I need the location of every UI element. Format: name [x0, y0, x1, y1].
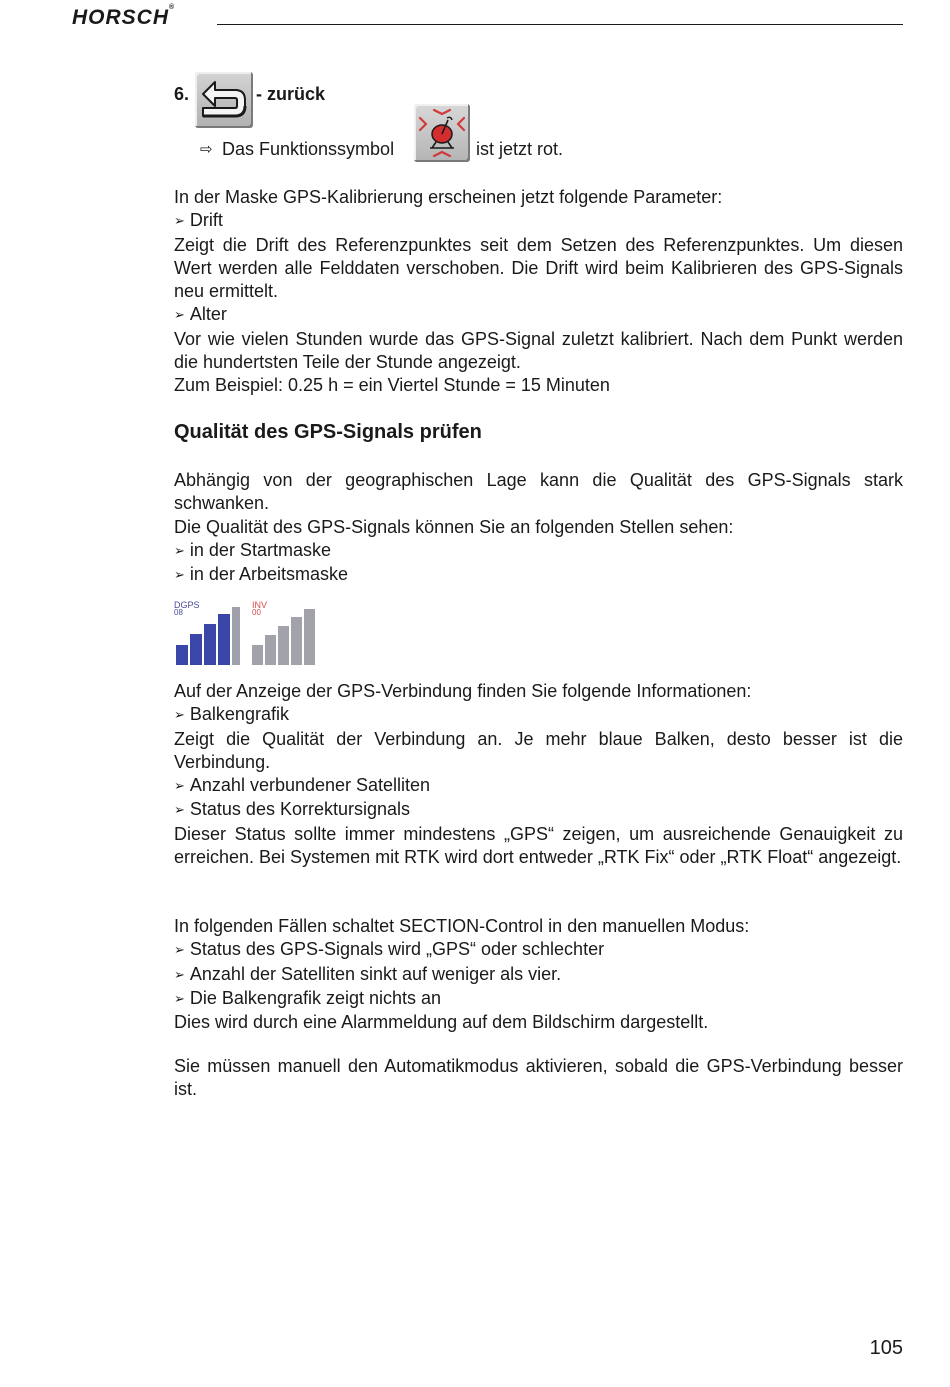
- gps-sats-left: 08: [174, 608, 183, 617]
- gps-sats-right: 00: [252, 608, 261, 617]
- step-label: - zurück: [256, 84, 326, 104]
- calibration-section: [174, 186, 903, 398]
- age-text: Vor wie vielen Stunden wurde das GPS-Signal zuletzt kalibriert. Nach dem Punkt werden die hundertsten Teile der Stunde angezeigt.: [174, 328, 903, 373]
- gps-status-right: INV: [252, 600, 268, 610]
- drift-title: ➢ Drift: [174, 209, 903, 233]
- quality-heading-wrap: [174, 421, 903, 444]
- satellite-title: ➢ Anzahl verbundener Satelliten: [174, 774, 903, 798]
- status-text: Dieser Status sollte immer mindestens „GPS“ zeigen, um ausreichende Genauigkeit zu erreichen. Bei Systemen mit RTK wird dort entweder „RTK Fix“ oder „RTK Float“ angezeigt.: [174, 823, 903, 868]
- bar-title: ➢ Balkengrafik: [174, 703, 903, 727]
- alarm-text: Dies wird durch eine Alarmmeldung auf dem Bildschirm dargestellt.: [174, 1012, 709, 1033]
- closing-text: Sie müssen manuell den Automatikmodus aktivieren, sobald die GPS-Verbindung besser ist.: [174, 1056, 903, 1100]
- header-rule: [217, 24, 903, 25]
- quality-heading: Qualität des GPS-Signals prüfen: [174, 421, 482, 443]
- drift-text: Zeigt die Drift des Referenzpunktes seit dem Setzen des Referenzpunktes. Um diesen Wert werden alle Felddaten verschoben. Die Drift wird beim Kalibrieren des GPS-Signals neu ermittelt.: [174, 234, 903, 302]
- result-text-after: ist jetzt rot.: [476, 139, 564, 159]
- bar-text: Zeigt die Qualität der Verbindung an. Je mehr blaue Balken, desto besser ist die Verbindung.: [174, 728, 903, 772]
- brand-logo: [72, 6, 175, 30]
- where-item: ➢ in der Arbeitsmaske: [174, 563, 903, 587]
- registered-mark: ®: [169, 4, 176, 11]
- gps-bar: [204, 624, 216, 665]
- gps-status-left: DGPS: [174, 600, 200, 610]
- gps-bar: [291, 617, 302, 665]
- closing-section: [174, 1055, 903, 1102]
- result-arrow-icon: ⇨: [200, 141, 213, 158]
- gps-bar: [252, 645, 263, 665]
- quality-section: [174, 469, 903, 587]
- status-title: ➢ Status des Korrektursignals: [174, 798, 903, 822]
- gps-bar: [304, 609, 315, 665]
- manual-intro: In folgenden Fällen schaltet SECTION-Control in den manuellen Modus:: [174, 916, 750, 936]
- gps-bar: [218, 614, 230, 665]
- quality-intro: Abhängig von der geographischen Lage kann die Qualität des GPS-Signals stark schwanken.: [174, 470, 903, 514]
- age-title: ➢ Alter: [174, 303, 903, 327]
- age-example: Zum Beispiel: 0.25 h = ein Viertel Stunde = 15 Minuten: [174, 375, 610, 396]
- result-row: [200, 104, 700, 164]
- quality-where: Die Qualität des GPS-Signals können Sie an folgenden Stellen sehen:: [174, 516, 734, 537]
- gps-bar: [278, 626, 289, 665]
- brand-name: HORSCH: [72, 6, 170, 29]
- result-text-before: Das Funktionssymbol: [222, 139, 395, 159]
- where-item: ➢ in der Startmaske: [174, 539, 903, 563]
- gps-bar: [265, 635, 276, 665]
- manual-item: ➢ Anzahl der Satelliten sinkt auf weniger als vier.: [174, 963, 903, 987]
- gps-bar: [176, 645, 188, 665]
- page-number: 105: [869, 1337, 903, 1359]
- connection-info-section: [174, 680, 903, 869]
- step-number: 6.: [174, 84, 190, 104]
- gps-signal-figure: [174, 599, 320, 667]
- calibration-intro: In der Maske GPS-Kalibrierung erscheinen jetzt folgende Parameter:: [174, 187, 723, 207]
- info-intro: Auf der Anzeige der GPS-Verbindung finden Sie folgende Informationen:: [174, 681, 752, 701]
- manual-item: ➢ Die Balkengrafik zeigt nichts an: [174, 987, 903, 1011]
- manual-item: ➢ Status des GPS-Signals wird „GPS“ oder schlechter: [174, 938, 903, 962]
- manual-mode-section: [174, 915, 903, 1034]
- gps-satellite-icon: [414, 104, 470, 162]
- gps-bar: [232, 607, 240, 665]
- gps-bar: [190, 634, 202, 665]
